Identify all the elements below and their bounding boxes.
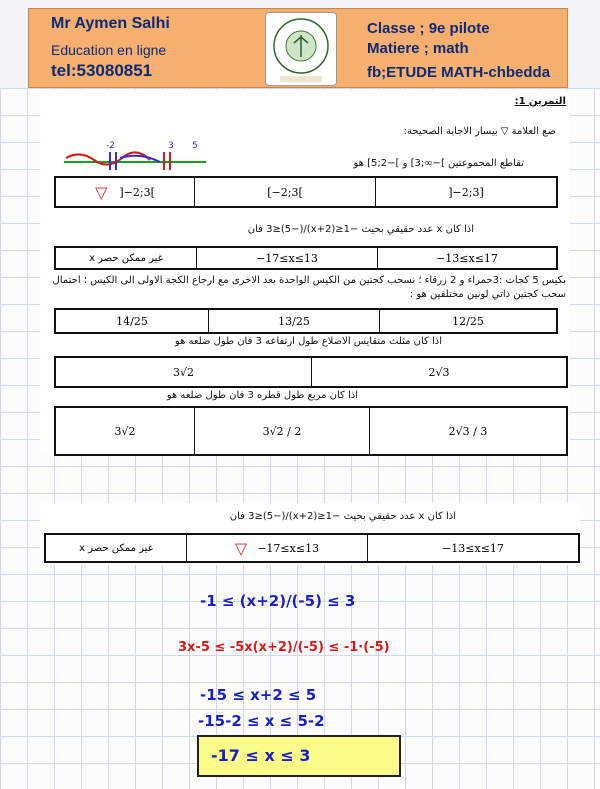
work-line-5: -17 ≤ x ≤ 3 bbox=[211, 746, 311, 765]
header-banner bbox=[28, 8, 568, 88]
svg-text:5: 5 bbox=[192, 141, 198, 151]
q5-option-b[interactable]: 3√2 / 2 bbox=[194, 408, 369, 454]
subject-label: Matiere ; math bbox=[367, 40, 469, 57]
repeat-option-b[interactable]: ▽ −17≤x≤13 bbox=[186, 535, 367, 561]
q5-option-c[interactable]: 2√3 / 3 bbox=[369, 408, 566, 454]
question-1-text: تقاطع المجموعتين ]−∞;3] و ]−2;5] هو bbox=[353, 158, 524, 169]
question-2-answers bbox=[54, 246, 558, 270]
repeat-question-text: اذا كان x عدد حقيقي بحيث −1≤(x+2)/(−5)≤3 فان bbox=[229, 511, 456, 522]
svg-text:3: 3 bbox=[168, 141, 174, 151]
author-block bbox=[51, 15, 170, 81]
author-phone: tel:53080851 bbox=[51, 61, 153, 80]
answer-mark-icon: ▽ bbox=[234, 538, 248, 558]
question-5-text: اذا كان مربع طول قطره 3 فان طول ضلعه هو bbox=[166, 390, 358, 401]
work-line-2: 3x-5 ≤ -5x(x+2)/(-5) ≤ -1·(-5) bbox=[178, 640, 390, 655]
question-3-text: بكيس 5 كجات :3حمراء و 2 زرقاء ؛ نسحب كجتين من الكيس الواحدة بعد الاخرى مع ارجاع الكجة الاولى الى الكيس ؛ احتمال سحب كجتين ذاتي لونين مختلفين هو : bbox=[52, 275, 566, 300]
q1-option-c[interactable]: ]−2;3] bbox=[375, 178, 556, 206]
final-answer-box bbox=[197, 735, 401, 777]
class-label: Classe ; 9e pilote bbox=[367, 20, 490, 37]
question-3-answers bbox=[54, 308, 558, 334]
exercise-title: التمرين 1: bbox=[514, 96, 566, 107]
number-line-sketch bbox=[60, 138, 210, 174]
author-subtitle: Education en ligne bbox=[51, 42, 167, 58]
author-name: Mr Aymen Salhi bbox=[51, 15, 170, 32]
question-1-answers bbox=[54, 176, 558, 208]
work-line-4: -15-2 ≤ x ≤ 5-2 bbox=[198, 712, 325, 730]
svg-text:-2: -2 bbox=[106, 141, 115, 151]
q2-option-b[interactable]: −17≤x≤13 bbox=[196, 248, 377, 268]
q5-option-a[interactable]: 3√2 bbox=[114, 424, 136, 438]
repeat-option-c[interactable]: −13≤x≤17 bbox=[367, 535, 578, 561]
school-logo bbox=[265, 12, 337, 86]
q2-option-c[interactable]: −13≤x≤17 bbox=[377, 248, 556, 268]
answer-mark-icon: ▽ bbox=[95, 182, 108, 202]
facebook-label: fb;ETUDE MATH-chbedda bbox=[367, 64, 551, 81]
exercise-sheet bbox=[40, 90, 570, 455]
q2-option-a[interactable]: غير ممكن حصر x bbox=[89, 252, 163, 264]
q4-option-b[interactable]: 2√3 bbox=[311, 358, 566, 386]
work-line-1: -1 ≤ (x+2)/(-5) ≤ 3 bbox=[200, 592, 356, 610]
q4-option-a[interactable]: 3√2 bbox=[172, 365, 194, 379]
repeated-question bbox=[40, 503, 580, 565]
repeat-answers bbox=[44, 533, 580, 563]
q1-option-a[interactable]: ▽ ]−2;3[ bbox=[95, 182, 155, 202]
question-2-text: اذا كان x عدد حقيقي بحيث −1≤(x+2)/(−5)≤3 فان bbox=[247, 224, 474, 235]
repeat-option-a[interactable]: غير ممكن حصر x bbox=[79, 542, 153, 554]
instruction-text: ضع العلامة ▽ بيسار الاجابة الصحيحة: bbox=[403, 126, 556, 137]
question-5-answers bbox=[54, 406, 568, 456]
q1-option-b[interactable]: [−2;3[ bbox=[194, 178, 375, 206]
class-info bbox=[367, 19, 550, 83]
q3-option-c[interactable]: 12/25 bbox=[379, 310, 556, 332]
work-line-3: -15 ≤ x+2 ≤ 5 bbox=[200, 686, 317, 704]
q3-option-b[interactable]: 13/25 bbox=[208, 310, 379, 332]
q3-option-a[interactable]: 14/25 bbox=[116, 314, 148, 328]
question-4-text: اذا كان مثلث متقايس الاضلاع طول ارتفاعه 3 فان طول ضلعه هو bbox=[174, 336, 442, 347]
question-4-answers bbox=[54, 356, 568, 388]
